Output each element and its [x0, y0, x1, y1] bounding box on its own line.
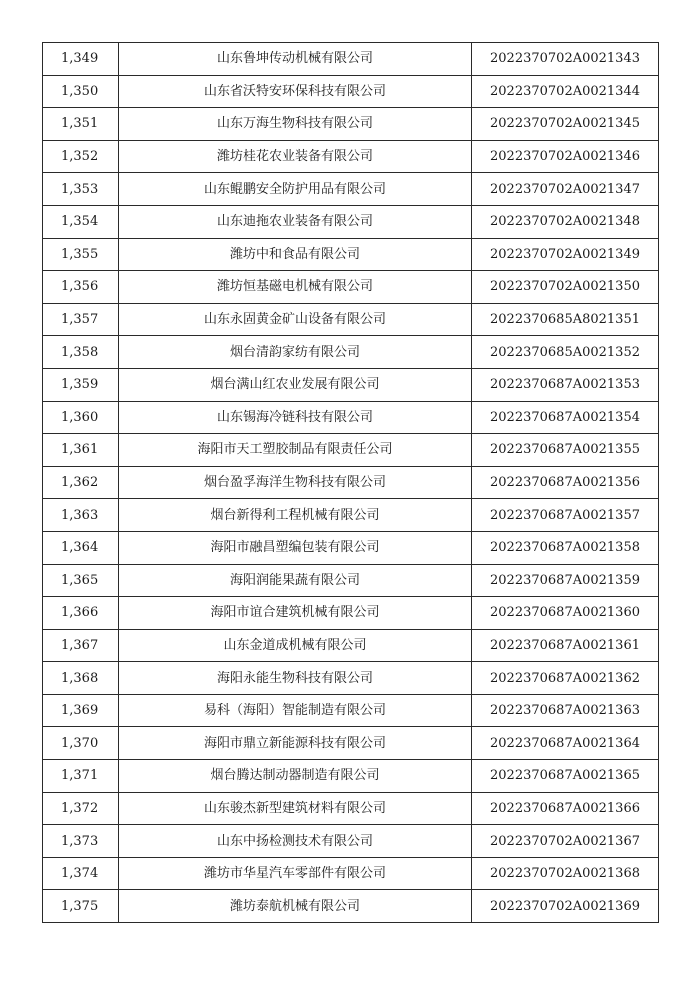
table-row: [43, 238, 659, 271]
table-row: [43, 271, 659, 304]
table-row: [43, 401, 659, 434]
row-number-cell: 1,350: [43, 75, 119, 108]
company-registry-table: [42, 42, 659, 923]
table-row: [43, 173, 659, 206]
table-row: [43, 760, 659, 793]
row-number-cell: 1,357: [43, 303, 119, 336]
table-row: [43, 564, 659, 597]
row-number-cell: 1,358: [43, 336, 119, 369]
company-name-cell: 山东迪拖农业装备有限公司: [119, 205, 472, 238]
row-number-cell: 1,356: [43, 271, 119, 304]
table-row: [43, 466, 659, 499]
registration-code-cell: 2022370687A0021355: [472, 434, 659, 467]
table-row: [43, 792, 659, 825]
company-name-cell: 海阳市融昌塑编包装有限公司: [119, 531, 472, 564]
registration-code-cell: 2022370702A0021344: [472, 75, 659, 108]
company-name-cell: 海阳市鼎立新能源科技有限公司: [119, 727, 472, 760]
row-number-cell: 1,368: [43, 662, 119, 695]
registration-code-cell: 2022370687A0021362: [472, 662, 659, 695]
company-name-cell: 潍坊泰航机械有限公司: [119, 890, 472, 923]
registration-code-cell: 2022370687A0021356: [472, 466, 659, 499]
registration-code-cell: 2022370687A0021363: [472, 694, 659, 727]
row-number-cell: 1,351: [43, 108, 119, 141]
registration-code-cell: 2022370687A0021357: [472, 499, 659, 532]
registration-code-cell: 2022370687A0021358: [472, 531, 659, 564]
company-name-cell: 海阳永能生物科技有限公司: [119, 662, 472, 695]
company-name-cell: 烟台新得利工程机械有限公司: [119, 499, 472, 532]
registration-code-cell: 2022370702A0021368: [472, 857, 659, 890]
row-number-cell: 1,360: [43, 401, 119, 434]
table-row: [43, 825, 659, 858]
row-number-cell: 1,372: [43, 792, 119, 825]
table-row: [43, 531, 659, 564]
row-number-cell: 1,349: [43, 43, 119, 76]
table-row: [43, 499, 659, 532]
registration-code-cell: 2022370685A8021351: [472, 303, 659, 336]
table-row: [43, 205, 659, 238]
company-name-cell: 海阳市谊合建筑机械有限公司: [119, 597, 472, 630]
row-number-cell: 1,353: [43, 173, 119, 206]
registration-code-cell: 2022370702A0021348: [472, 205, 659, 238]
row-number-cell: 1,365: [43, 564, 119, 597]
table-body: [43, 43, 659, 923]
company-name-cell: 潍坊中和食品有限公司: [119, 238, 472, 271]
company-name-cell: 烟台腾达制动器制造有限公司: [119, 760, 472, 793]
company-name-cell: 潍坊恒基磁电机械有限公司: [119, 271, 472, 304]
company-name-cell: 山东骏杰新型建筑材料有限公司: [119, 792, 472, 825]
table-row: [43, 662, 659, 695]
row-number-cell: 1,367: [43, 629, 119, 662]
company-name-cell: 山东金道成机械有限公司: [119, 629, 472, 662]
company-name-cell: 山东鲲鹏安全防护用品有限公司: [119, 173, 472, 206]
registration-code-cell: 2022370702A0021350: [472, 271, 659, 304]
table-row: [43, 727, 659, 760]
table-row: [43, 368, 659, 401]
registration-code-cell: 2022370687A0021359: [472, 564, 659, 597]
registration-code-cell: 2022370687A0021354: [472, 401, 659, 434]
company-name-cell: 山东锡海冷链科技有限公司: [119, 401, 472, 434]
company-name-cell: 易科（海阳）智能制造有限公司: [119, 694, 472, 727]
row-number-cell: 1,374: [43, 857, 119, 890]
registration-code-cell: 2022370702A0021347: [472, 173, 659, 206]
row-number-cell: 1,371: [43, 760, 119, 793]
row-number-cell: 1,366: [43, 597, 119, 630]
company-name-cell: 烟台清韵家纺有限公司: [119, 336, 472, 369]
company-name-cell: 潍坊市华星汽车零部件有限公司: [119, 857, 472, 890]
row-number-cell: 1,373: [43, 825, 119, 858]
registration-code-cell: 2022370702A0021345: [472, 108, 659, 141]
company-name-cell: 烟台盈孚海洋生物科技有限公司: [119, 466, 472, 499]
table-row: [43, 43, 659, 76]
row-number-cell: 1,355: [43, 238, 119, 271]
row-number-cell: 1,363: [43, 499, 119, 532]
registration-code-cell: 2022370702A0021367: [472, 825, 659, 858]
company-name-cell: 海阳润能果蔬有限公司: [119, 564, 472, 597]
table-row: [43, 303, 659, 336]
company-name-cell: 山东万海生物科技有限公司: [119, 108, 472, 141]
table-row: [43, 629, 659, 662]
company-name-cell: 山东永固黄金矿山设备有限公司: [119, 303, 472, 336]
row-number-cell: 1,362: [43, 466, 119, 499]
registration-code-cell: 2022370702A0021343: [472, 43, 659, 76]
table-row: [43, 694, 659, 727]
registration-code-cell: 2022370702A0021369: [472, 890, 659, 923]
registration-code-cell: 2022370687A0021364: [472, 727, 659, 760]
registration-code-cell: 2022370685A0021352: [472, 336, 659, 369]
registration-code-cell: 2022370702A0021346: [472, 140, 659, 173]
table-row: [43, 890, 659, 923]
row-number-cell: 1,364: [43, 531, 119, 564]
table-row: [43, 75, 659, 108]
company-name-cell: 潍坊桂花农业装备有限公司: [119, 140, 472, 173]
registration-code-cell: 2022370687A0021365: [472, 760, 659, 793]
registration-code-cell: 2022370687A0021353: [472, 368, 659, 401]
row-number-cell: 1,369: [43, 694, 119, 727]
registration-code-cell: 2022370687A0021366: [472, 792, 659, 825]
table-row: [43, 597, 659, 630]
company-name-cell: 海阳市天工塑胶制品有限责任公司: [119, 434, 472, 467]
row-number-cell: 1,370: [43, 727, 119, 760]
table-row: [43, 857, 659, 890]
registration-code-cell: 2022370702A0021349: [472, 238, 659, 271]
row-number-cell: 1,359: [43, 368, 119, 401]
table-row: [43, 108, 659, 141]
company-name-cell: 烟台满山红农业发展有限公司: [119, 368, 472, 401]
registration-code-cell: 2022370687A0021360: [472, 597, 659, 630]
table-row: [43, 140, 659, 173]
row-number-cell: 1,375: [43, 890, 119, 923]
company-name-cell: 山东中扬检测技术有限公司: [119, 825, 472, 858]
company-name-cell: 山东省沃特安环保科技有限公司: [119, 75, 472, 108]
row-number-cell: 1,352: [43, 140, 119, 173]
row-number-cell: 1,354: [43, 205, 119, 238]
registration-code-cell: 2022370687A0021361: [472, 629, 659, 662]
table-row: [43, 336, 659, 369]
table-row: [43, 434, 659, 467]
row-number-cell: 1,361: [43, 434, 119, 467]
company-name-cell: 山东鲁坤传动机械有限公司: [119, 43, 472, 76]
